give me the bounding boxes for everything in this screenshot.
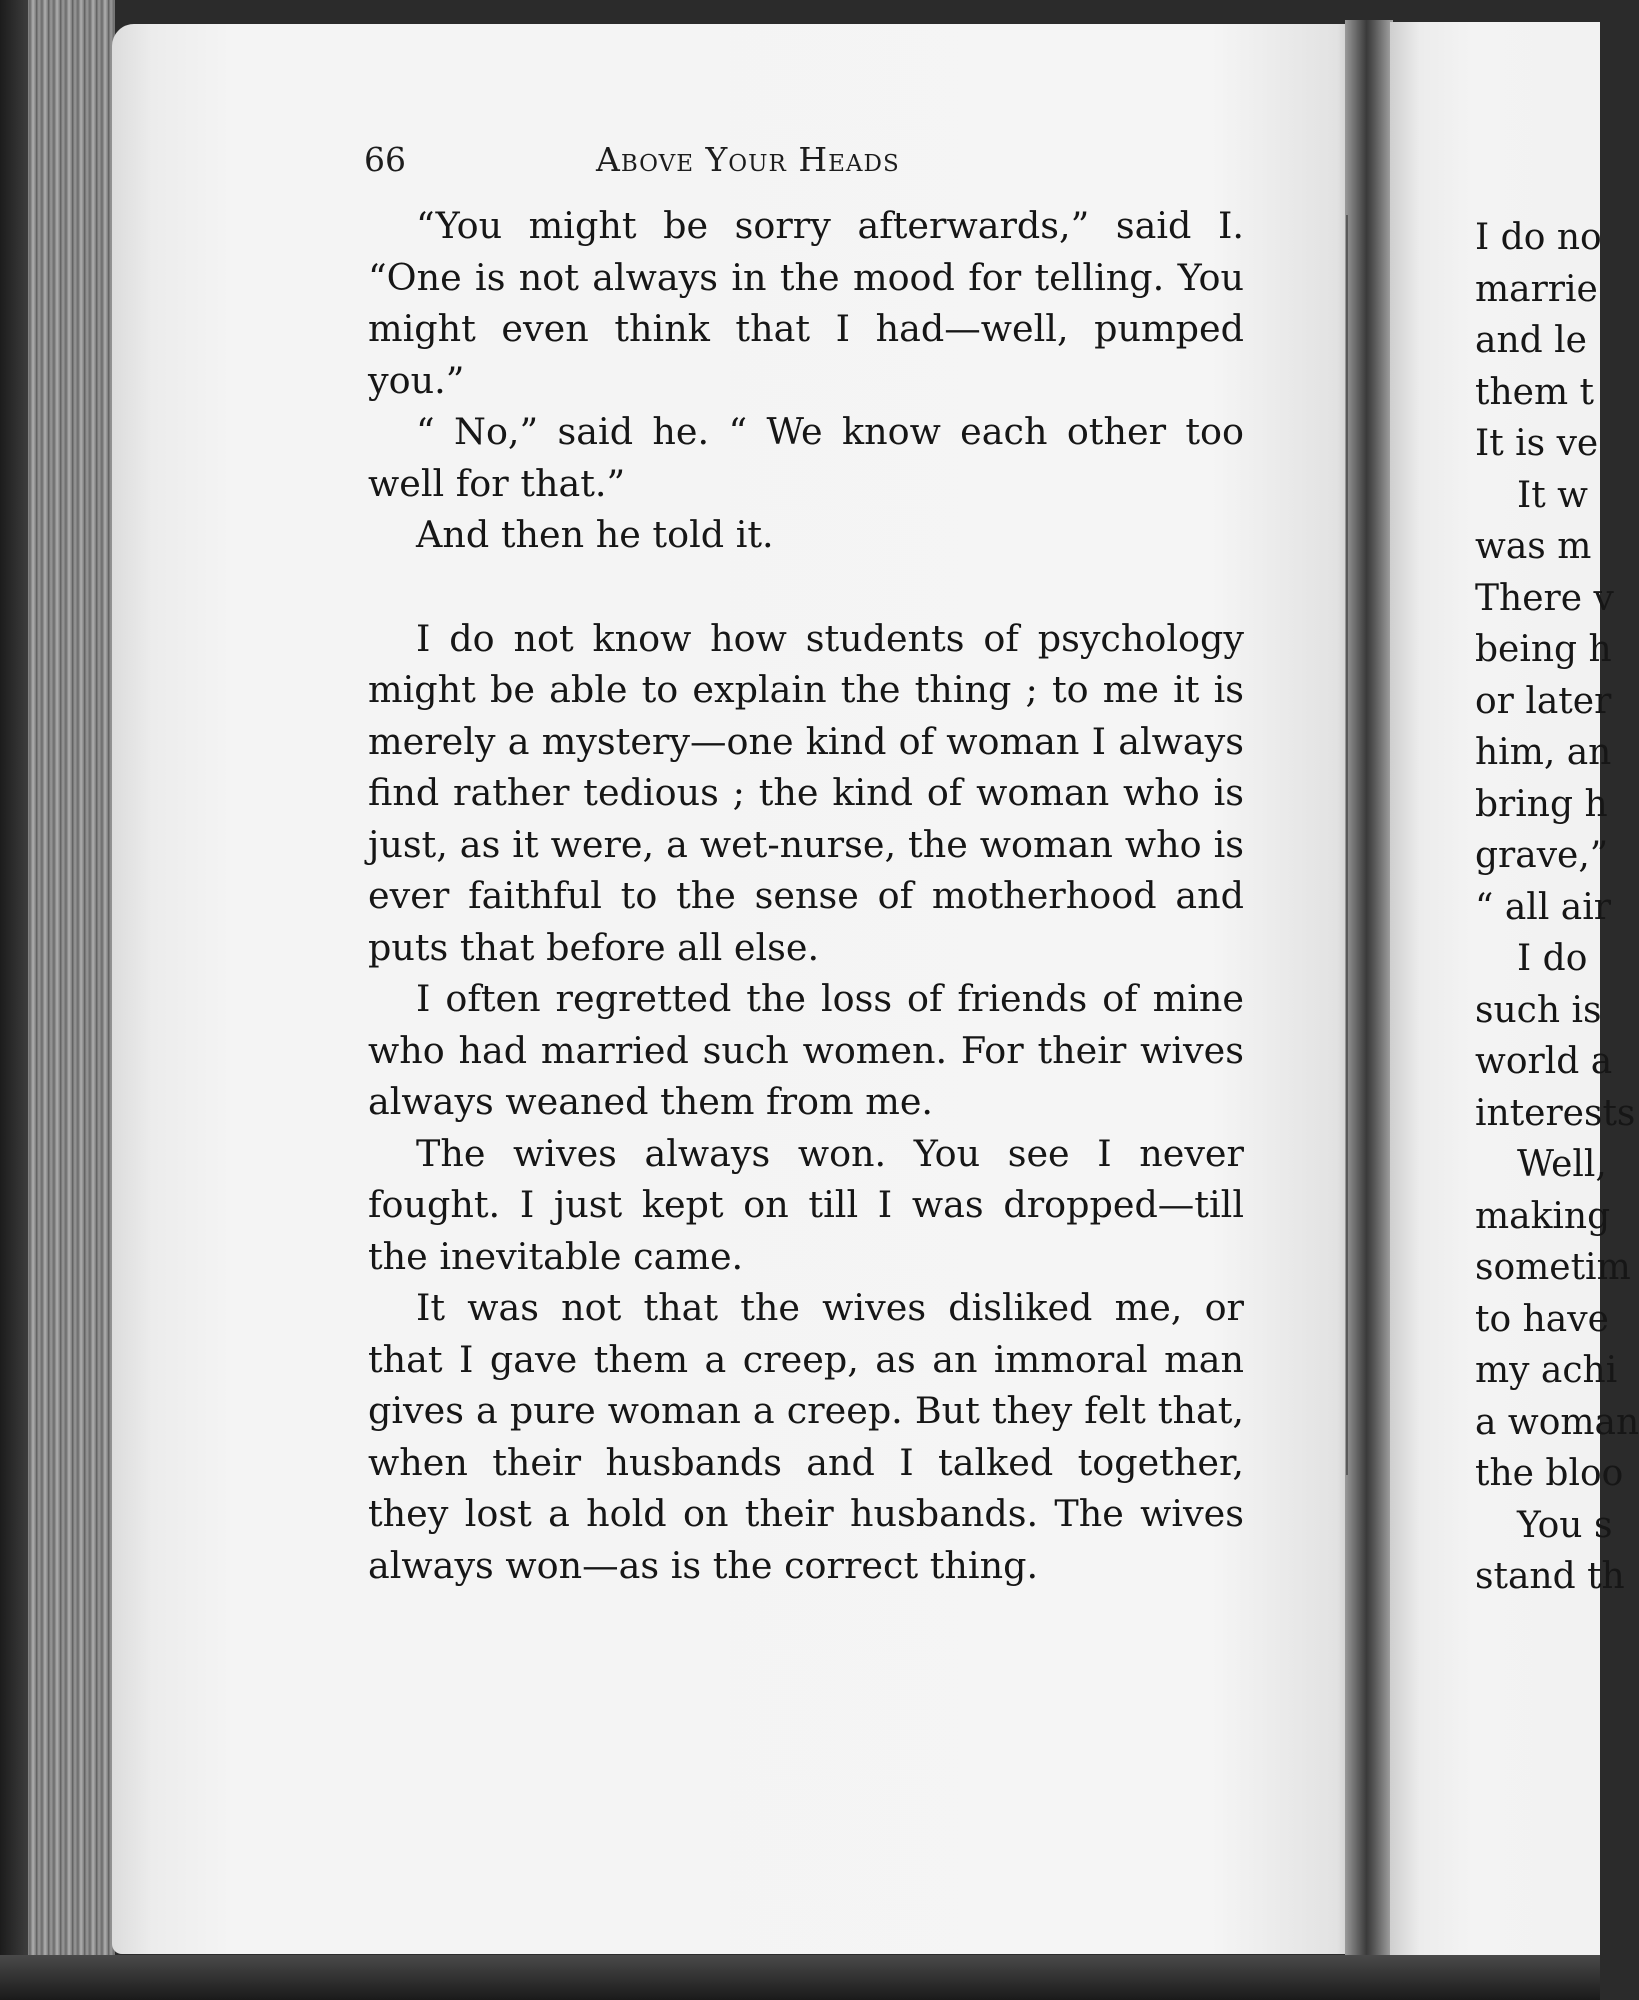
right-page-line: being h [1475,629,1612,670]
right-page-line: interests [1475,1092,1636,1134]
paragraph: “You might be sorry afterwards,” said I. “One is not always in the mood for telling. You might even think that I had—well, pumped you.” [368,204,1244,402]
right-page-line: making [1475,1195,1611,1237]
right-page-line: “ all air [1475,886,1611,928]
scan-bottom-edge [0,1955,1600,2000]
paragraph: It was not that the wives disliked me, or that I gave them a creep, as an immoral man gives a pure woman a creep. But they felt that, when their husbands and I talked together, they lost a hold on their husbands. The wives always won—as is the correct thing. [368,1286,1244,1587]
gutter-shadow-line [1346,215,1348,1475]
right-page-line: It is ve [1475,423,1599,464]
running-title: Above Your Heads [596,140,900,179]
book-cover-edge [0,0,28,2000]
page-header [364,140,1244,190]
right-page-line: was m [1475,526,1592,567]
right-page-line: grave,” [1475,835,1609,876]
paragraph: And then he told it. [416,513,774,556]
right-page-line: such is [1475,989,1602,1031]
right-page-line: There v [1475,577,1614,619]
right-page-line: sometim [1475,1247,1631,1288]
right-page-line: a woman [1475,1401,1639,1443]
right-page-line: him, an [1475,732,1612,773]
right-page-line: bring h [1475,783,1608,825]
right-page-line: I do [1517,938,1588,979]
book-gutter [1345,20,1393,1980]
right-page-line: It w [1517,474,1588,516]
right-page-text [1475,212,1639,1603]
right-page-line: world a [1475,1041,1613,1082]
right-page-line: and le [1475,320,1587,361]
right-page-line: stand th [1475,1556,1625,1597]
right-page-line: them t [1475,371,1595,413]
right-page-line: I do no [1475,217,1602,258]
left-page-text [368,200,1244,1591]
page-number: 66 [364,140,406,179]
paragraph: I do not know how students of psychology might be able to explain the thing ; to me it is merely a mystery—one kind of woman I always find rather tedious ; the kind of woman who is just, as it were, a wet-nurse, the woman who is ever faithful to the sense of motherhood and puts that before all else. [368,616,1244,969]
right-page-line: the bloo [1475,1453,1624,1494]
paragraph: I often regretted the loss of friends of mine who had married such women. For their wives always weaned them from me. [368,977,1244,1123]
right-page-line: Well, [1517,1144,1607,1185]
right-page-line: or later [1475,680,1612,722]
paragraph: The wives always won. You see I never fought. I just kept on till I was dropped—till the inevitable came. [368,1131,1244,1278]
right-page-line: my achi [1475,1350,1618,1391]
right-page-line: marrie [1475,268,1598,310]
right-page-line: You s [1517,1504,1613,1546]
paragraph: “ No,” said he. “ We know each other too well for that.” [368,410,1244,505]
right-page-line: to have [1475,1298,1609,1340]
